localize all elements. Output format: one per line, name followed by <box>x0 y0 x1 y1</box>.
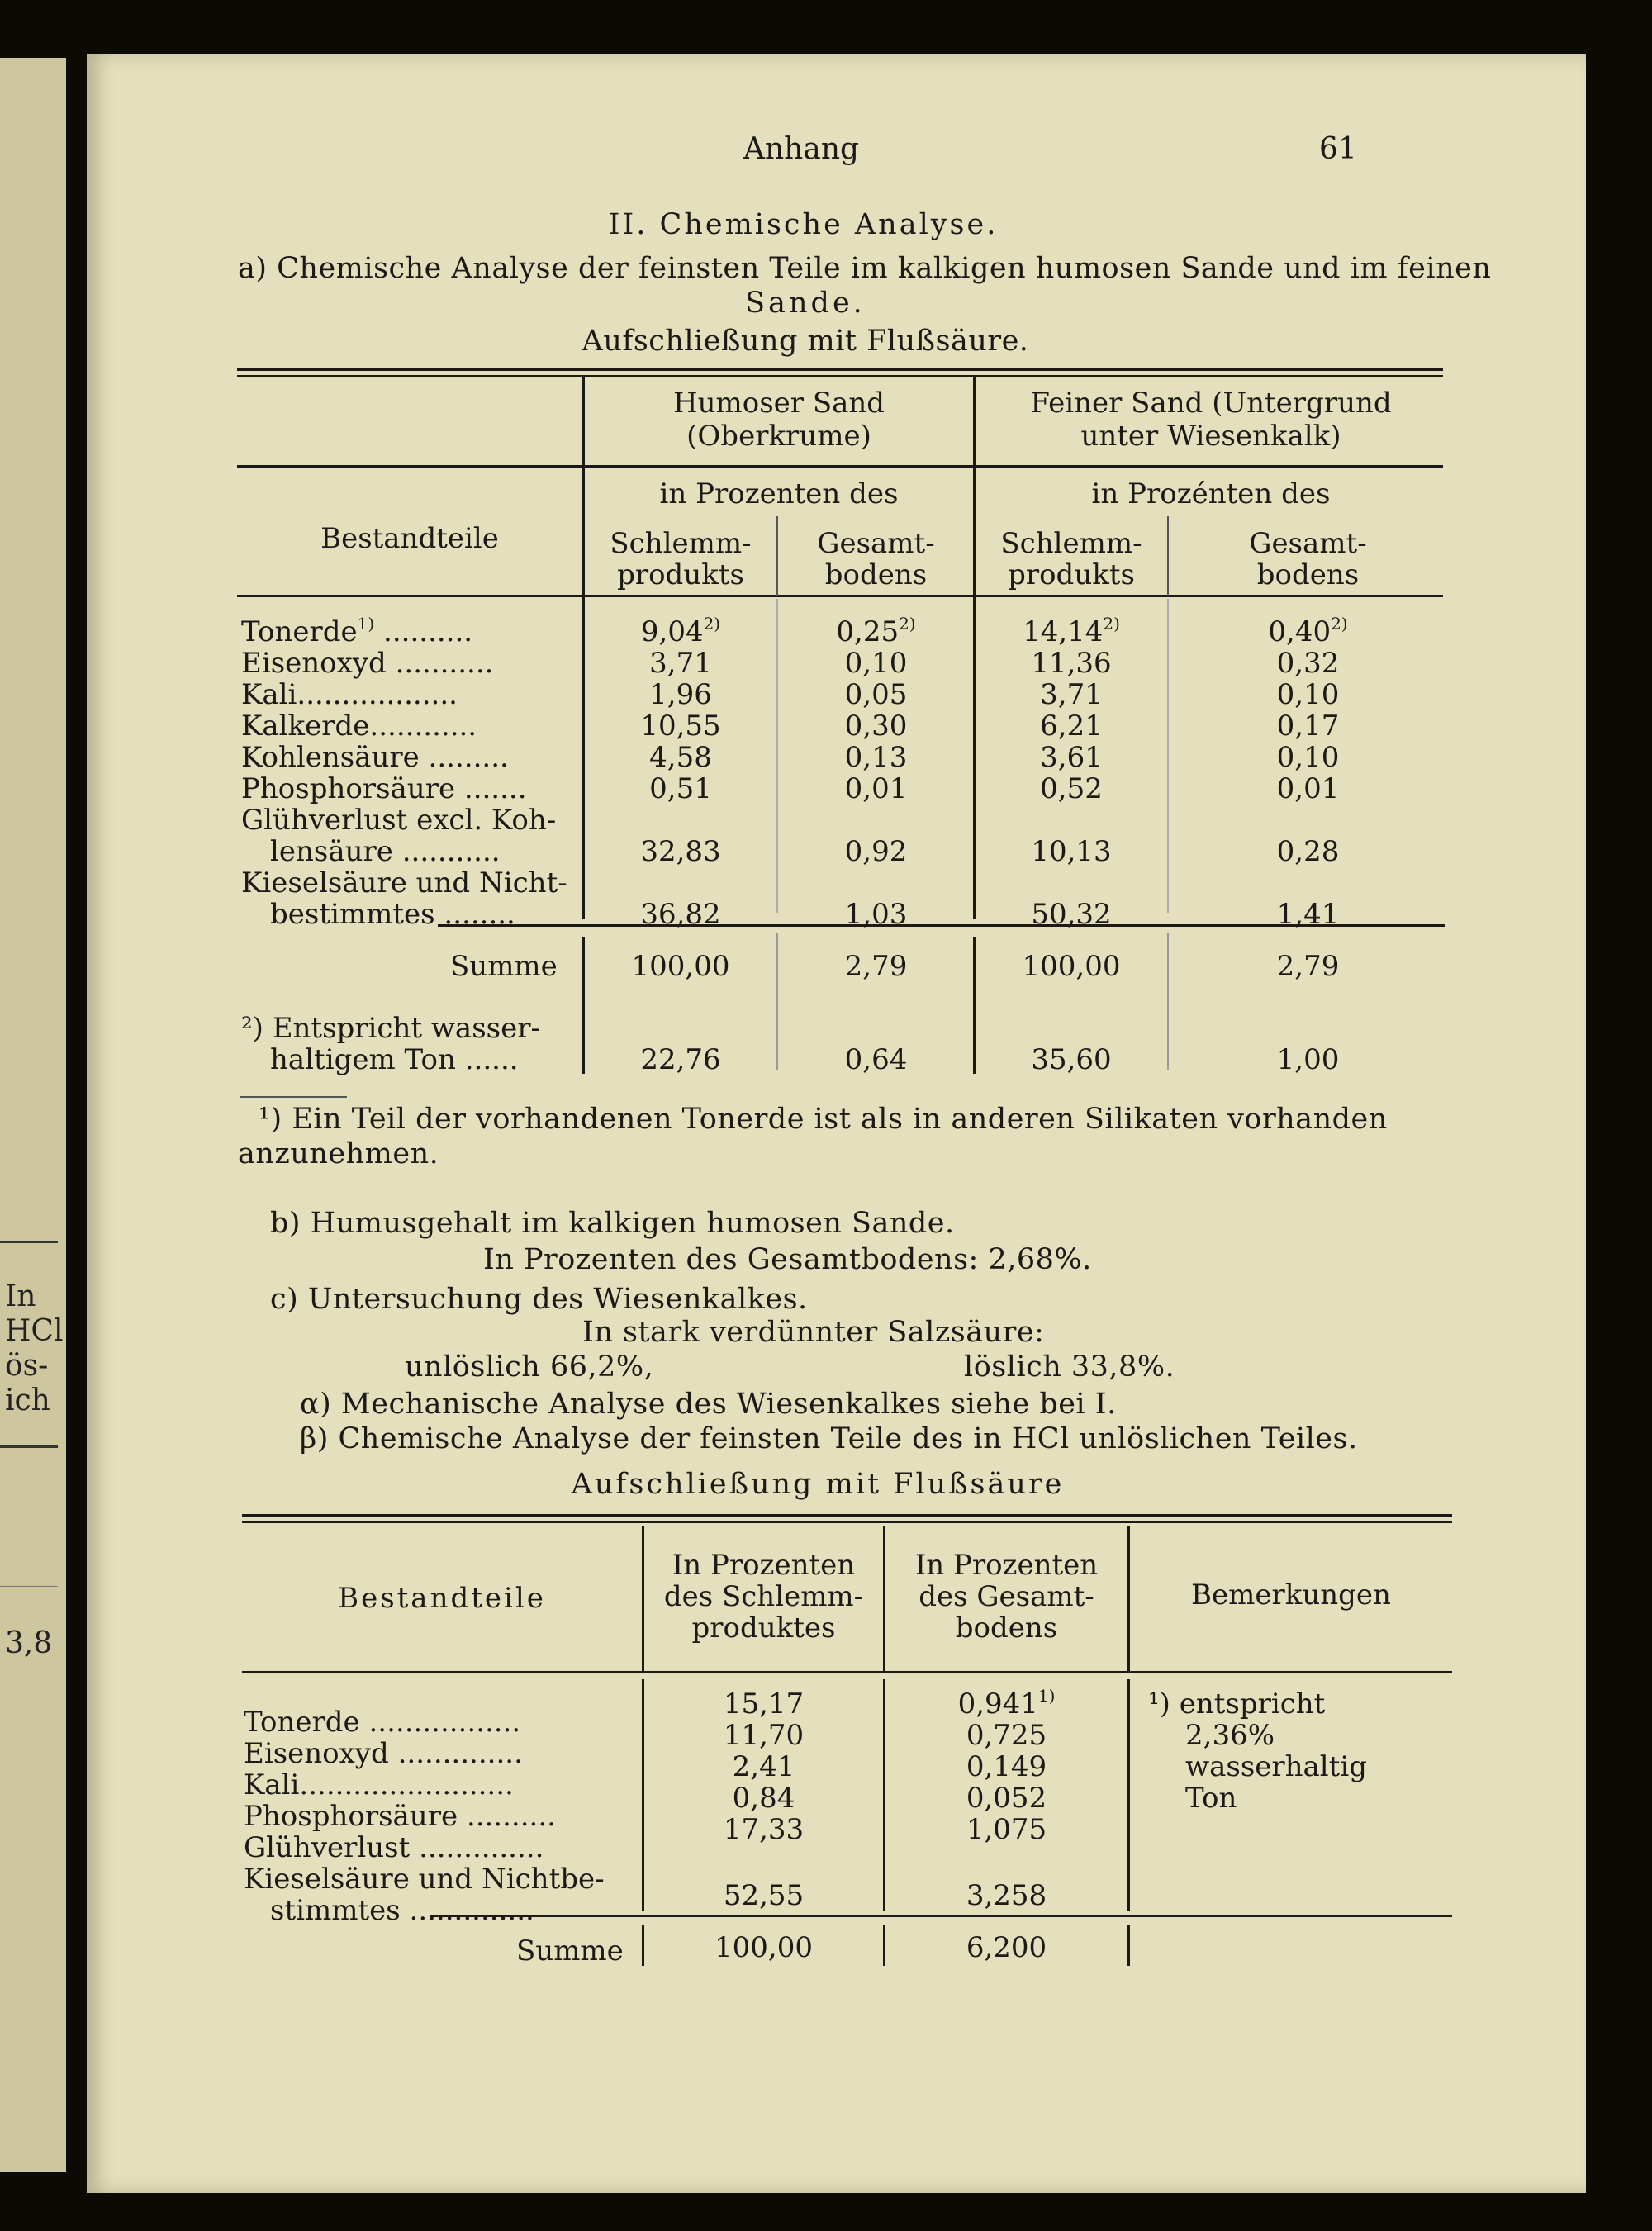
section-c-beta: β) Chemische Analyse der feinsten Teile des in HCl unlöslichen Teiles. <box>300 1422 1358 1455</box>
value-cell: 0,28 <box>1276 835 1340 868</box>
value-cell: 0,941 <box>957 1687 1038 1721</box>
footnote-rule <box>240 1096 347 1098</box>
value-cell: 1,075 <box>966 1813 1047 1846</box>
leader-dots: ................. <box>359 1706 521 1739</box>
remark-line: wasserhaltig <box>1185 1750 1367 1783</box>
row-label-cont: bestimmtes <box>270 898 435 931</box>
footnote-mark: 2) <box>899 614 916 634</box>
leader-dots: ......... <box>419 741 509 774</box>
group-header-fine-sand: Feiner Sand (Untergrund <box>1030 387 1392 420</box>
value-cell: 0,52 <box>1040 772 1103 805</box>
margin-text: ös- <box>5 1349 49 1383</box>
page-number: 61 <box>1319 132 1357 166</box>
remark-line: Ton <box>1185 1782 1237 1815</box>
rule <box>237 465 1443 468</box>
row-label: Kali <box>241 678 297 711</box>
footnote-mark: 1) <box>1037 1686 1056 1706</box>
value-cell: 0,13 <box>844 741 908 774</box>
row-label-cont: haltigem Ton <box>270 1043 456 1076</box>
col-header-schlemm-2: produkts <box>1008 558 1135 591</box>
footnote-1-cont: anzunehmen. <box>238 1137 439 1170</box>
section-c-alpha: α) Mechanische Analyse des Wiesenkalkes siehe bei I. <box>300 1388 1117 1421</box>
value-cell: 52,55 <box>723 1879 805 1912</box>
row-label: Kalkerde <box>241 710 370 743</box>
value-cell: 36,82 <box>640 898 721 931</box>
leader-dots: ........................ <box>299 1768 514 1801</box>
row-label-cont: stimmtes <box>270 1894 401 1927</box>
sum-label: Summe <box>450 950 558 983</box>
col-header-gesamt-2: des Gesamt- <box>919 1580 1094 1613</box>
rule <box>242 1514 1452 1517</box>
margin-text: ich <box>5 1384 50 1417</box>
leader-dots: .......... <box>374 615 473 648</box>
column-header-bestandteile: Bestandteile <box>320 522 499 555</box>
value-cell: 0,05 <box>844 678 908 711</box>
sum-value: 100,00 <box>1022 950 1121 983</box>
col-divider <box>776 599 778 913</box>
leader-dots: .............. <box>410 1831 544 1864</box>
col-header-schlemm-2: des Schlemm- <box>663 1580 864 1613</box>
col-header-gesamt-2: bodens <box>1256 558 1360 591</box>
leader-dots: ...... <box>455 1043 519 1076</box>
sum-value: 2,79 <box>1276 950 1340 983</box>
sum-value: 2,79 <box>844 950 908 983</box>
row-label: Kieselsäure und Nicht- <box>241 866 567 900</box>
value-cell: 3,258 <box>966 1879 1047 1912</box>
col-divider <box>1127 1679 1130 1911</box>
col-divider <box>1127 1925 1130 1966</box>
group-header-humus-2: (Oberkrume) <box>686 420 871 453</box>
rule <box>237 595 1443 597</box>
margin-text: 3,8 <box>5 1626 53 1660</box>
value-cell: 0,052 <box>966 1782 1047 1815</box>
running-header: Anhang <box>743 132 860 166</box>
value-cell: 0,51 <box>649 772 712 805</box>
section-b-title: b) Humusgehalt im kalkigen humosen Sande. <box>270 1207 955 1240</box>
col-header-gesamt-3: bodens <box>955 1612 1058 1645</box>
row-label: Kali <box>244 1768 300 1801</box>
value-cell: 15,17 <box>723 1687 805 1721</box>
sub-header: in Prozenten des <box>659 477 899 510</box>
col-header-remarks: Bemerkungen <box>1191 1578 1391 1612</box>
row-label: Glühverlust <box>244 1831 411 1864</box>
col-header-gesamt-2: bodens <box>824 558 928 591</box>
value-cell: 32,83 <box>640 835 721 868</box>
sum-label: Summe <box>516 1934 624 1968</box>
previous-page-edge <box>0 58 66 2172</box>
value-cell: 10,13 <box>1031 835 1112 868</box>
value-cell: 0,17 <box>1276 710 1340 743</box>
col-divider <box>1167 599 1169 913</box>
value-cell: 0,30 <box>844 710 908 743</box>
soluble-value: löslich 33,8%. <box>964 1350 1175 1384</box>
value-cell: 11,70 <box>723 1719 805 1752</box>
value-cell: 0,32 <box>1276 647 1340 680</box>
row-label: Glühverlust excl. Koh- <box>241 804 557 837</box>
value-cell: 17,33 <box>723 1813 805 1846</box>
value-cell: 1,00 <box>1276 1043 1340 1076</box>
margin-text: In <box>5 1279 36 1313</box>
value-cell: 0,64 <box>844 1043 908 1076</box>
footnote-mark: 1 <box>357 614 368 634</box>
value-cell: 1,96 <box>649 678 712 711</box>
value-cell: 0,725 <box>966 1719 1047 1752</box>
value-cell: 9,04 <box>640 615 704 648</box>
row-label-cont: lensäure <box>270 835 393 868</box>
method-label-2: Aufschließung mit Flußsäure <box>571 1468 1065 1501</box>
rule <box>237 375 1443 377</box>
rule <box>242 1521 1452 1523</box>
remark-line: 2,36% <box>1185 1719 1275 1752</box>
value-cell: 2,41 <box>732 1750 795 1783</box>
row-label: Tonerde <box>244 1706 360 1739</box>
value-cell: 50,32 <box>1031 898 1112 931</box>
book-page: Anhang 61 II. Chemische Analyse. a) Chemische Analyse der feinsten Teile im kalkigen humosen Sande und im feinen Sande. Aufschließung mit Flußsäure. Humoser Sand (Oberkrume) Feiner Sand (Untergrund unter Wiesenkalk) Bestandteile in Prozenten des in Prozénten des Schlemm- produkts Gesamt- bodens Schlemm- produkts Gesamt- bodens Tonerde$^{1)}$ .......... 9,04$^{2)}$ 0,25$^{2)}$ 14,14$^{2)}$ 0,40$^{2)}$ Eisenoxyd ........... 3,71 0,10 11,36 0,32 Kali.................. 1,96 0,05 3,71 0,10 Kalkerde............ 10,55 0,30 6,21 0,17 Kohlensäure ......... 4,58 0,13 3,61 0,10 Phosphorsäure ....... 0,51 0,01 0,52 0,01 Glühverlust excl. Koh- lensäure ........... 32,83 0,92 10,13 0,28 Kieselsäure und Nicht- bestimmtes ........ 36,82 1,03 50,32 1,41 Summe 100,00 2,79 100,00 2,79 ²) Entspricht wasser- haltigem Ton ...... 22,76 0,64 35,60 1,00 ¹) Ein Teil der vorhandenen Tonerde ist als in anderen Silikaten vorhanden anzunehmen. b) Humusgehalt im kalkigen humosen Sande. In Prozenten des Gesamtbodens: 2,68%. c) Untersuchung des Wiesenkalkes. In stark verdünnter Salzsäure: unlöslich 66,2%, löslich 33,8%. α) Mechanische Analyse des Wiesenkalkes siehe bei I. β) Chemische Analyse der feinsten Teile des in HCl unlöslichen Teiles. Aufschließung mit Flußsäure Bestandteile In Prozenten des Schlemm- produktes In Prozenten des Gesamt- bodens Bemerkungen Tonerde ................. 15,17 0,941$^{1)}$ Eisenoxyd .............. 11,70 0,725 Kali........................ 2,41 0,149 Phosphorsäure .......... 0,84 0,052 Glühverlust .............. 17,33 1,075 Kieselsäure und Nichtbe- stimmtes .............. 52,55 3,258 ¹) entspricht 2,36% wasserhaltig Ton Summe 100,00 6,200 <box>87 54 1586 2193</box>
leader-dots: ........ <box>434 898 515 931</box>
leader-dots: ............ <box>369 710 477 743</box>
section-title: II. Chemische Analyse. <box>608 208 999 241</box>
value-cell: 3,71 <box>1040 678 1103 711</box>
value-cell: 0,84 <box>732 1782 795 1815</box>
row-label: Tonerde <box>241 615 358 648</box>
rule <box>242 1671 1452 1673</box>
rule <box>237 368 1443 371</box>
value-cell: 4,58 <box>649 741 712 774</box>
value-cell: 0,01 <box>1276 772 1340 805</box>
leader-dots: ........... <box>392 835 501 868</box>
value-cell: 11,36 <box>1031 647 1112 680</box>
row-label: ²) Entspricht wasser- <box>241 1012 540 1045</box>
value-cell: 6,21 <box>1040 710 1103 743</box>
leader-dots: .................. <box>297 678 458 711</box>
value-cell: 0,149 <box>966 1750 1047 1783</box>
value-cell: 10,55 <box>640 710 721 743</box>
value-cell: 14,14 <box>1023 615 1104 648</box>
section-b-value: In Prozenten des Gesamtbodens: 2,68%. <box>483 1243 1092 1276</box>
leader-dots: ....... <box>455 772 527 805</box>
rule <box>430 1915 1452 1917</box>
sum-value: 6,200 <box>966 1931 1047 1964</box>
sum-value: 100,00 <box>631 950 730 983</box>
column-header-bestandteile: Bestandteile <box>338 1582 546 1615</box>
col-header-schlemm-2: produkts <box>617 558 744 591</box>
group-header-fine-sand-2: unter Wiesenkalk) <box>1080 420 1341 453</box>
leader-dots: .............. <box>388 1737 523 1770</box>
rule <box>0 1241 58 1243</box>
section-c-title: c) Untersuchung des Wiesenkalkes. <box>270 1283 808 1316</box>
footnote-mark: 2) <box>703 614 721 634</box>
row-label: Eisenoxyd <box>244 1737 389 1770</box>
value-cell: 22,76 <box>640 1043 721 1076</box>
value-cell: 35,60 <box>1031 1043 1112 1076</box>
leader-dots: .......... <box>458 1800 556 1833</box>
footnote-mark: 2) <box>1103 614 1120 634</box>
footnote-mark: 2) <box>1331 614 1348 634</box>
col-divider <box>1167 516 1169 596</box>
insoluble-value: unlöslich 66,2%, <box>405 1350 654 1384</box>
col-header-schlemm: Schlemm- <box>1000 527 1142 560</box>
leader-dots: .............. <box>400 1894 534 1927</box>
value-cell: 0,10 <box>844 647 908 680</box>
col-divider <box>776 516 778 596</box>
value-cell: 1,03 <box>844 898 908 931</box>
value-cell: 3,71 <box>649 647 712 680</box>
value-cell: 1,41 <box>1276 898 1340 931</box>
col-header-schlemm: Schlemm- <box>610 527 752 560</box>
sub-header: in Prozénten des <box>1091 477 1331 510</box>
col-header-gesamt: Gesamt- <box>1249 527 1367 560</box>
method-label: Aufschließung mit Flußsäure. <box>582 325 1029 358</box>
leader-dots: ........... <box>386 647 494 680</box>
col-divider <box>1167 933 1169 1070</box>
margin-text: HCl <box>5 1314 64 1348</box>
row-label: Kohlensäure <box>241 741 420 774</box>
value-cell: 0,40 <box>1268 615 1332 648</box>
group-header-humus: Humoser Sand <box>672 387 885 420</box>
row-label: Kieselsäure und Nichtbe- <box>244 1863 605 1896</box>
remark-line: ¹) entspricht <box>1148 1687 1326 1721</box>
col-divider <box>776 933 778 1070</box>
col-header-gesamt: In Prozenten <box>914 1549 1099 1582</box>
col-header-schlemm-3: produktes <box>691 1612 836 1645</box>
subtitle-a: a) Chemische Analyse der feinsten Teile im kalkigen humosen Sande und im feinen <box>238 252 1492 285</box>
subtitle-a-cont: Sande. <box>745 287 866 320</box>
value-cell: 0,01 <box>844 772 908 805</box>
value-cell: 0,25 <box>836 615 900 648</box>
row-label: Eisenoxyd <box>241 647 387 680</box>
section-c-subtitle: In stark verdünnter Salzsäure: <box>582 1316 1045 1349</box>
col-header-schlemm: In Prozenten <box>672 1549 856 1582</box>
col-header-gesamt: Gesamt- <box>817 527 935 560</box>
value-cell: 0,10 <box>1276 678 1340 711</box>
rule <box>0 1445 58 1448</box>
value-cell: 0,10 <box>1276 741 1340 774</box>
sum-value: 100,00 <box>714 1931 813 1964</box>
footnote-1: ¹) Ein Teil der vorhandenen Tonerde ist als in anderen Silikaten vorhanden <box>259 1103 1388 1136</box>
value-cell: 0,92 <box>844 835 908 868</box>
row-label: Phosphorsäure <box>241 772 456 805</box>
rule <box>0 1586 58 1587</box>
row-label: Phosphorsäure <box>244 1800 458 1833</box>
value-cell: 3,61 <box>1040 741 1103 774</box>
